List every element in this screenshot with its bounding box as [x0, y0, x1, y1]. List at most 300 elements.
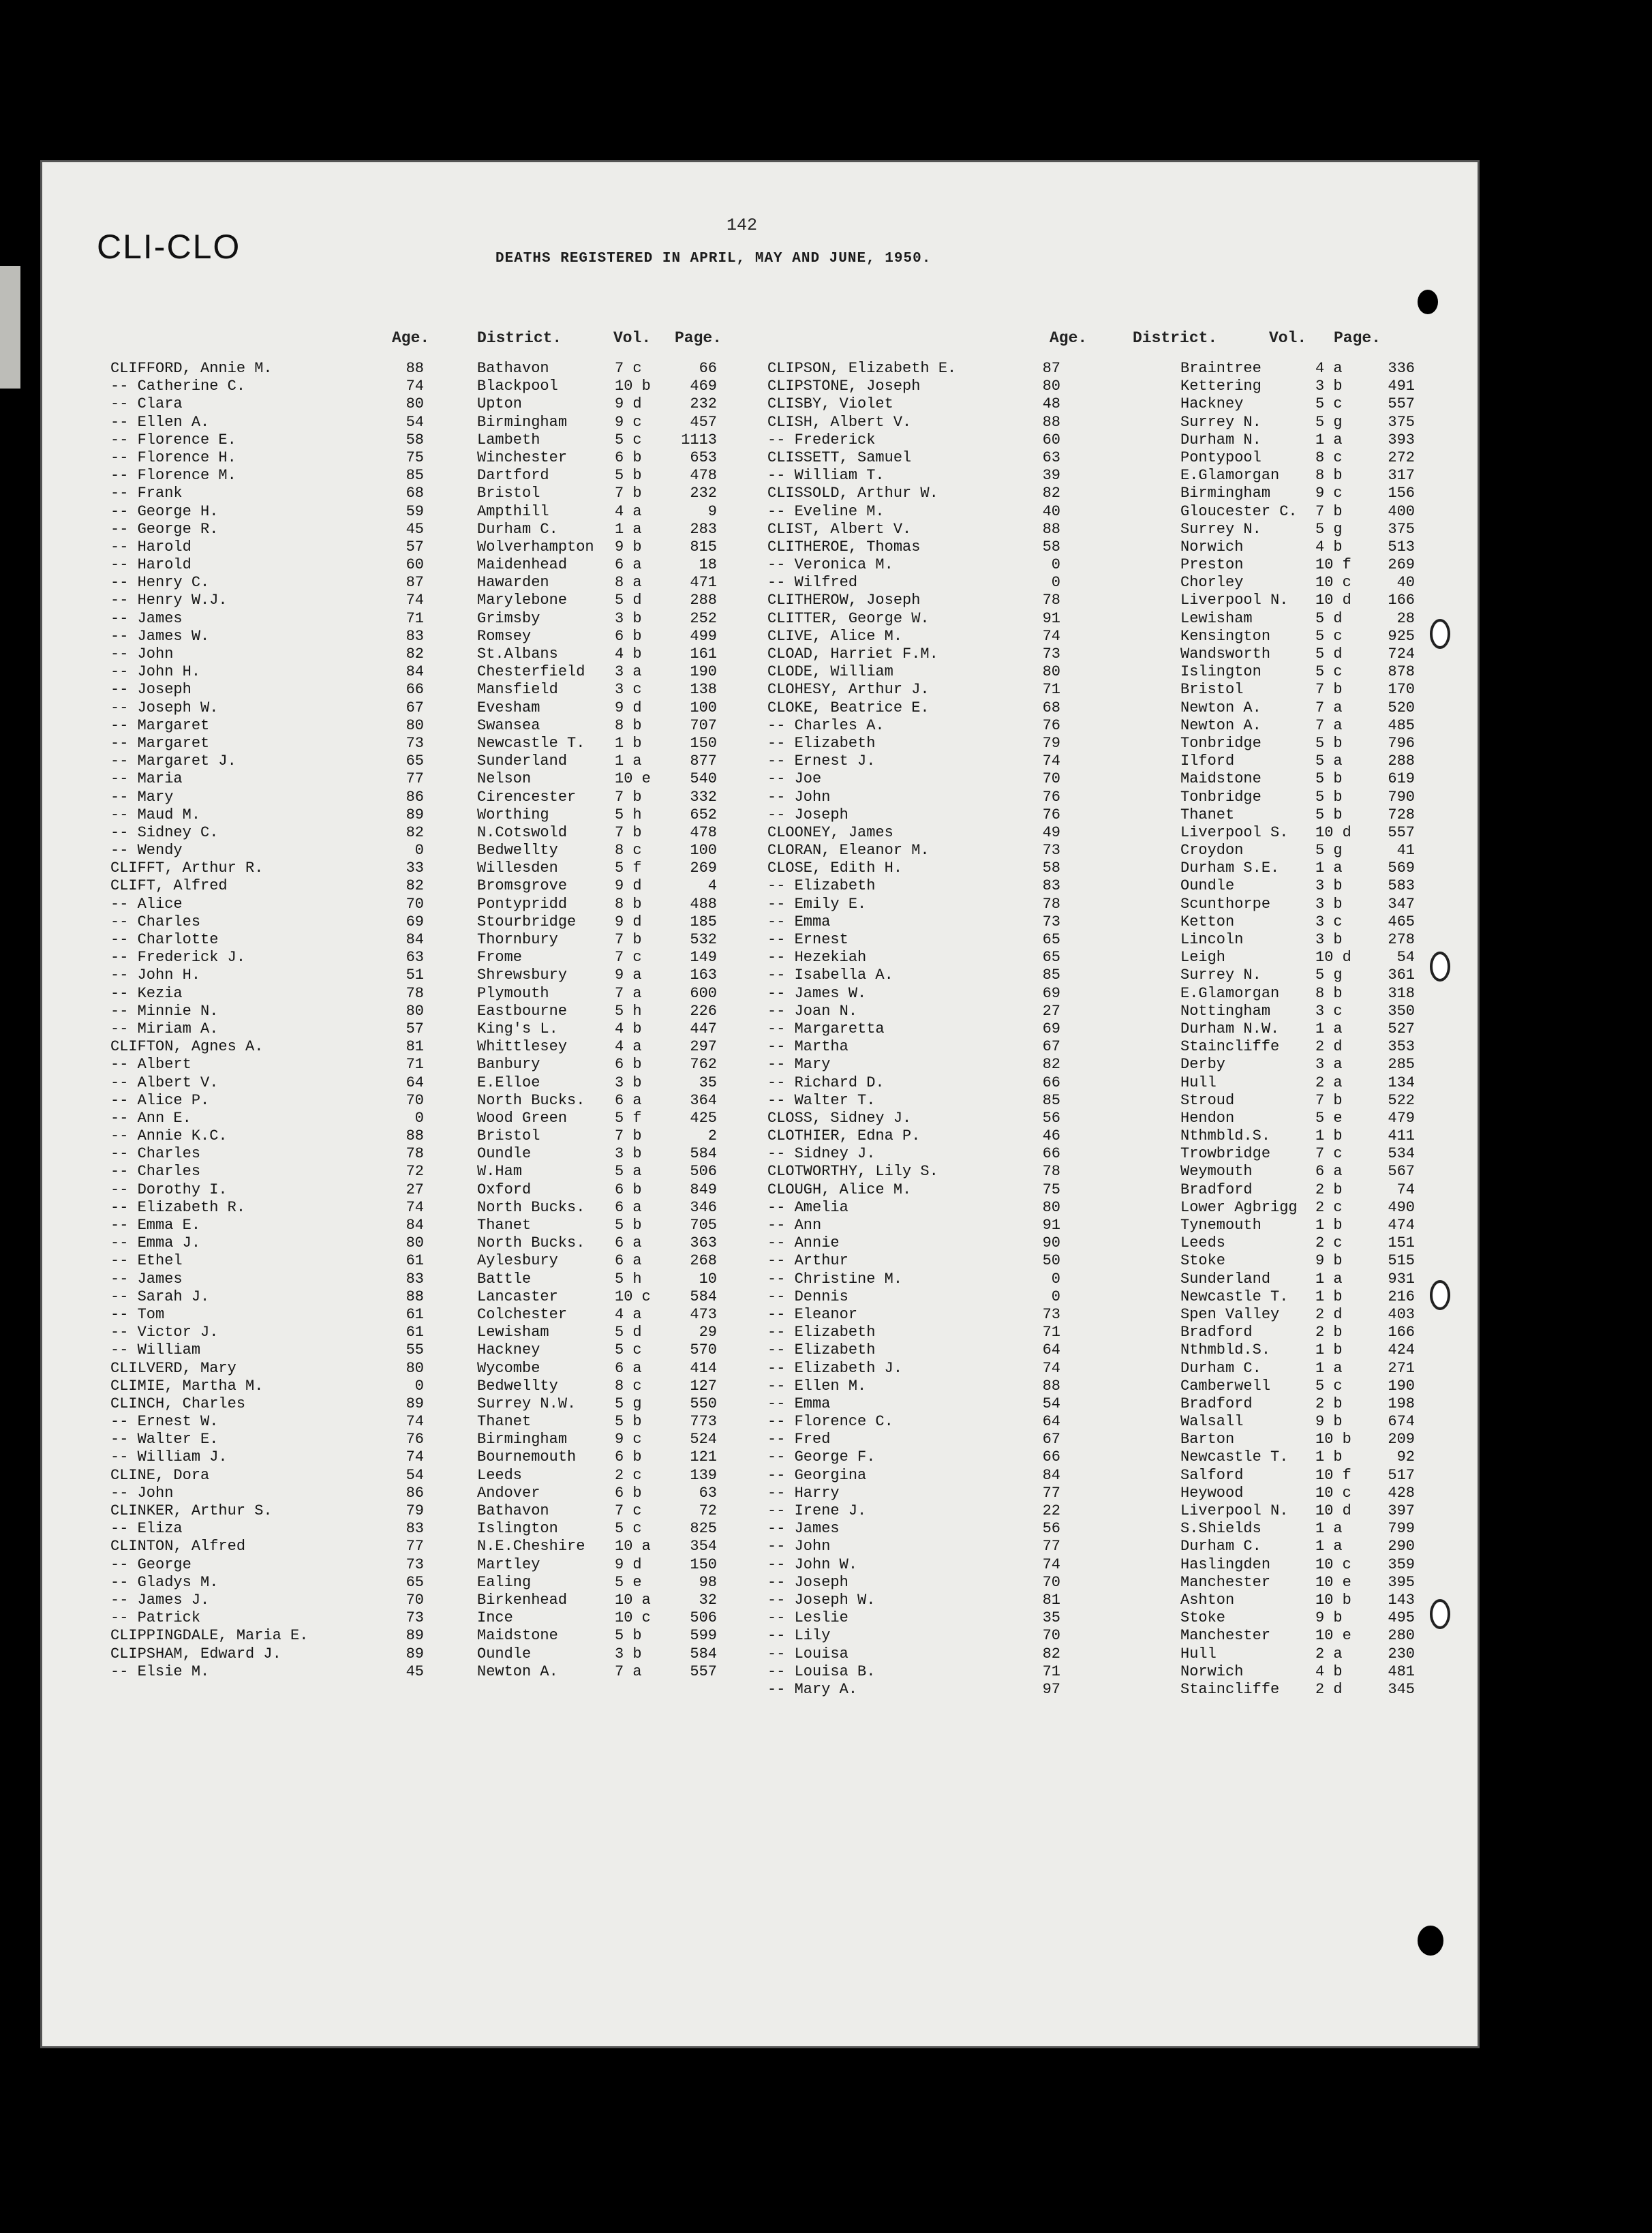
entry-age: 77: [1042, 1484, 1060, 1502]
entry-page: 513: [1388, 538, 1415, 556]
entry-age: 88: [1042, 413, 1060, 431]
entry-page: 332: [690, 788, 717, 806]
right-header-vol: Vol.: [1269, 329, 1307, 347]
page-number: 142: [726, 215, 758, 235]
entry-page: 557: [690, 1662, 717, 1680]
entry-vol: 8 a: [615, 574, 642, 592]
entry-age: 74: [406, 1198, 424, 1216]
entry-age: 76: [406, 1431, 424, 1448]
entry-page: 230: [1388, 1645, 1415, 1662]
entry-district: Mansfield: [477, 681, 558, 699]
entry-vol: 7 a: [615, 1662, 642, 1680]
entry-page: 163: [690, 967, 717, 984]
entry-vol: 5 f: [615, 1109, 642, 1127]
entry-name: -- Veronica M.: [767, 556, 893, 574]
entry-name: -- James W.: [110, 627, 210, 645]
entry-vol: 8 c: [615, 1377, 642, 1395]
entry-vol: 8 c: [1315, 449, 1343, 466]
entry-vol: 8 b: [615, 895, 642, 913]
entry-age: 85: [1042, 967, 1060, 984]
entry-age: 67: [406, 699, 424, 716]
entry-page: 190: [1388, 1377, 1415, 1395]
entry-name: -- Victor J.: [110, 1324, 219, 1341]
entry-age: 74: [1042, 1555, 1060, 1573]
entry-district: King's L.: [477, 1020, 558, 1037]
entry-district: Lower Agbrigg: [1180, 1198, 1298, 1216]
entry-page: 353: [1388, 1038, 1415, 1056]
entry-district: Hawarden: [477, 574, 549, 592]
entry-page: 72: [699, 1502, 717, 1519]
entry-vol: 6 b: [615, 1484, 642, 1502]
entry-vol: 5 c: [1315, 663, 1343, 681]
entry-name: -- John H.: [110, 967, 201, 984]
entry-age: 75: [1042, 1181, 1060, 1198]
entry-page: 707: [690, 716, 717, 734]
entry-age: 82: [1042, 485, 1060, 502]
entry-age: 54: [406, 413, 424, 431]
entry-name: CLIMIE, Martha M.: [110, 1377, 264, 1395]
entry-page: 796: [1388, 734, 1415, 752]
entry-page: 849: [690, 1181, 717, 1198]
entry-district: Surrey N.: [1180, 967, 1261, 984]
entry-age: 61: [406, 1305, 424, 1323]
entry-name: CLORAN, Eleanor M.: [767, 842, 930, 860]
entry-page: 290: [1388, 1538, 1415, 1555]
entry-page: 557: [1388, 823, 1415, 841]
entry-page: 166: [1388, 1324, 1415, 1341]
entry-age: 50: [1042, 1252, 1060, 1270]
entry-vol: 10 b: [1315, 1591, 1351, 1609]
entry-name: CLINE, Dora: [110, 1466, 210, 1484]
entry-district: Wandsworth: [1180, 645, 1271, 663]
entry-district: Lambeth: [477, 431, 540, 449]
entry-page: 318: [1388, 984, 1415, 1002]
entry-vol: 3 b: [1315, 895, 1343, 913]
entry-page: 285: [1388, 1056, 1415, 1074]
entry-district: Ealing: [477, 1573, 532, 1591]
entry-page: 567: [1388, 1163, 1415, 1181]
entry-name: -- George F.: [767, 1448, 876, 1466]
entry-district: Evesham: [477, 699, 540, 716]
entry-page: 481: [1388, 1662, 1415, 1680]
entry-district: Weymouth: [1180, 1163, 1253, 1181]
entry-vol: 8 b: [615, 716, 642, 734]
entry-age: 0: [1051, 1270, 1060, 1288]
entry-name: -- Martha: [767, 1038, 848, 1056]
entry-name: -- George H.: [110, 502, 219, 520]
entry-vol: 1 a: [1315, 1538, 1343, 1555]
entry-vol: 5 c: [1315, 1377, 1343, 1395]
entry-district: Blackpool: [477, 378, 558, 395]
entry-district: Newton A.: [1180, 716, 1261, 734]
entry-age: 73: [406, 1555, 424, 1573]
entry-vol: 9 c: [615, 413, 642, 431]
entry-vol: 5 e: [615, 1573, 642, 1591]
entry-page: 584: [690, 1288, 717, 1305]
entry-name: -- Joseph: [767, 1573, 848, 1591]
entry-page: 600: [690, 984, 717, 1002]
entry-age: 65: [1042, 949, 1060, 967]
entry-age: 79: [1042, 734, 1060, 752]
page-title: DEATHS REGISTERED IN APRIL, MAY AND JUNE, 1950.: [495, 251, 932, 267]
entry-name: -- Christine M.: [767, 1270, 903, 1288]
entry-age: 57: [406, 538, 424, 556]
entry-district: Manchester: [1180, 1627, 1271, 1645]
entry-name: -- Sarah J.: [110, 1288, 210, 1305]
entry-vol: 5 d: [1315, 609, 1343, 627]
entry-vol: 3 c: [1315, 1002, 1343, 1020]
entry-name: -- Ernest J.: [767, 753, 876, 770]
entry-district: Kensington: [1180, 627, 1271, 645]
entry-age: 91: [1042, 1217, 1060, 1234]
entry-vol: 4 b: [615, 645, 642, 663]
entry-age: 0: [414, 1109, 424, 1127]
entry-name: -- John W.: [767, 1555, 858, 1573]
entry-district: Walsall: [1180, 1413, 1244, 1431]
entry-name: CLIST, Albert V.: [767, 520, 912, 538]
entry-vol: 5 e: [1315, 1109, 1343, 1127]
entry-district: Thanet: [477, 1413, 532, 1431]
entry-vol: 7 a: [1315, 699, 1343, 716]
entry-age: 45: [406, 520, 424, 538]
entry-vol: 5 b: [1315, 734, 1343, 752]
entry-age: 27: [1042, 1002, 1060, 1020]
entry-district: Winchester: [477, 449, 568, 466]
entry-page: 364: [690, 1091, 717, 1109]
entry-vol: 2 a: [1315, 1074, 1343, 1091]
entry-age: 86: [406, 1484, 424, 1502]
entry-name: -- Elizabeth J.: [767, 1359, 903, 1377]
entry-vol: 3 b: [1315, 877, 1343, 895]
entry-age: 65: [1042, 931, 1060, 948]
entry-district: Birmingham: [477, 1431, 568, 1448]
entry-name: -- Annie: [767, 1234, 840, 1252]
entry-name: CLIPSON, Elizabeth E.: [767, 360, 957, 377]
left-header-vol: Vol.: [613, 329, 652, 347]
entry-district: W.Ham: [477, 1163, 523, 1181]
entry-vol: 3 a: [1315, 1056, 1343, 1074]
entry-age: 89: [406, 806, 424, 823]
entry-vol: 1 a: [1315, 1020, 1343, 1037]
entry-district: Eastbourne: [477, 1002, 568, 1020]
entry-district: Derby: [1180, 1056, 1226, 1074]
entry-name: -- Frederick J.: [110, 949, 246, 967]
entry-page: 1113: [681, 431, 717, 449]
entry-age: 73: [406, 1609, 424, 1627]
entry-name: CLOTWORTHY, Lily S.: [767, 1163, 938, 1181]
entry-age: 74: [1042, 627, 1060, 645]
entry-name: -- Wilfred: [767, 574, 858, 592]
entry-district: Scunthorpe: [1180, 895, 1271, 913]
entry-name: -- Frederick: [767, 431, 876, 449]
entry-vol: 5 a: [1315, 753, 1343, 770]
entry-page: 226: [690, 1002, 717, 1020]
entry-age: 60: [1042, 431, 1060, 449]
entry-district: Frome: [477, 949, 523, 967]
entry-district: Birkenhead: [477, 1591, 568, 1609]
entry-page: 134: [1388, 1074, 1415, 1091]
entry-page: 479: [1388, 1109, 1415, 1127]
entry-page: 100: [690, 699, 717, 716]
entry-age: 80: [406, 1359, 424, 1377]
entry-age: 82: [1042, 1056, 1060, 1074]
entry-name: -- Albert: [110, 1056, 192, 1074]
entry-vol: 9 d: [615, 395, 642, 413]
entry-page: 375: [1388, 520, 1415, 538]
entry-district: Birmingham: [477, 413, 568, 431]
entry-page: 583: [1388, 877, 1415, 895]
entry-district: Ince: [477, 1609, 513, 1627]
entry-district: Liverpool N.: [1180, 592, 1289, 609]
entry-age: 84: [406, 931, 424, 948]
entry-age: 85: [406, 467, 424, 485]
entry-district: Sunderland: [1180, 1270, 1271, 1288]
entry-name: -- Sidney C.: [110, 823, 219, 841]
entry-page: 400: [1388, 502, 1415, 520]
entry-age: 64: [1042, 1413, 1060, 1431]
entry-name: -- Alice: [110, 895, 183, 913]
entry-district: Plymouth: [477, 984, 549, 1002]
entry-district: Braintree: [1180, 360, 1261, 377]
entry-age: 76: [1042, 806, 1060, 823]
entry-age: 73: [1042, 1305, 1060, 1323]
entry-page: 762: [690, 1056, 717, 1074]
entry-vol: 5 c: [615, 1341, 642, 1359]
entry-vol: 7 c: [615, 360, 642, 377]
entry-district: Durham N.W.: [1180, 1020, 1280, 1037]
entry-district: E.Glamorgan: [1180, 984, 1280, 1002]
entry-district: Stoke: [1180, 1609, 1226, 1627]
entry-district: Lewisham: [477, 1324, 549, 1341]
entry-vol: 10 f: [1315, 1466, 1351, 1484]
entry-page: 724: [1388, 645, 1415, 663]
entry-age: 78: [406, 1145, 424, 1163]
entry-vol: 10 f: [1315, 556, 1351, 574]
entry-vol: 9 b: [1315, 1413, 1343, 1431]
entry-age: 79: [406, 1502, 424, 1519]
entry-name: CLISSOLD, Arthur W.: [767, 485, 938, 502]
entry-vol: 10 e: [1315, 1573, 1351, 1591]
entry-age: 72: [406, 1163, 424, 1181]
entry-age: 0: [414, 842, 424, 860]
entry-vol: 3 b: [615, 609, 642, 627]
entry-page: 288: [690, 592, 717, 609]
entry-vol: 5 g: [1315, 520, 1343, 538]
entry-name: CLITHEROW, Joseph: [767, 592, 921, 609]
entry-vol: 5 d: [1315, 645, 1343, 663]
entry-page: 790: [1388, 788, 1415, 806]
entry-age: 63: [1042, 449, 1060, 466]
entry-name: -- Ernest W.: [110, 1413, 219, 1431]
entry-name: -- Richard D.: [767, 1074, 885, 1091]
entry-age: 78: [1042, 592, 1060, 609]
entry-name: -- Clara: [110, 395, 183, 413]
entry-district: Banbury: [477, 1056, 540, 1074]
entry-vol: 1 a: [615, 520, 642, 538]
entry-page: 428: [1388, 1484, 1415, 1502]
entry-vol: 10 d: [1315, 949, 1351, 967]
entry-page: 520: [1388, 699, 1415, 716]
entry-vol: 2 d: [1315, 1680, 1343, 1698]
entry-page: 98: [699, 1573, 717, 1591]
entry-age: 68: [406, 485, 424, 502]
right-header-district: District.: [1133, 329, 1218, 347]
entry-page: 283: [690, 520, 717, 538]
entry-vol: 5 b: [615, 1627, 642, 1645]
entry-age: 0: [1051, 556, 1060, 574]
entry-page: 506: [690, 1163, 717, 1181]
entry-name: CLOUGH, Alice M.: [767, 1181, 912, 1198]
entry-vol: 7 b: [615, 931, 642, 948]
entry-age: 84: [1042, 1466, 1060, 1484]
entry-district: Newcastle T.: [1180, 1448, 1289, 1466]
entry-vol: 2 b: [1315, 1181, 1343, 1198]
entry-page: 150: [690, 734, 717, 752]
entry-age: 77: [406, 770, 424, 788]
entry-vol: 9 b: [615, 538, 642, 556]
entry-vol: 10 e: [1315, 1627, 1351, 1645]
entry-district: Hull: [1180, 1074, 1217, 1091]
entry-name: CLILVERD, Mary: [110, 1359, 236, 1377]
entry-vol: 10 a: [615, 1538, 651, 1555]
entry-name: -- Patrick: [110, 1609, 201, 1627]
entry-name: -- Charles: [110, 1163, 201, 1181]
entry-page: 232: [690, 485, 717, 502]
entry-name: CLITHEROE, Thomas: [767, 538, 921, 556]
entry-name: -- Louisa: [767, 1645, 848, 1662]
entry-age: 70: [406, 1591, 424, 1609]
entry-age: 48: [1042, 395, 1060, 413]
entry-vol: 10 b: [615, 378, 651, 395]
entry-vol: 7 b: [615, 788, 642, 806]
entry-district: Newcastle T.: [1180, 1288, 1289, 1305]
entry-age: 49: [1042, 823, 1060, 841]
entry-vol: 10 c: [615, 1609, 651, 1627]
entry-page: 232: [690, 395, 717, 413]
entry-age: 74: [1042, 1359, 1060, 1377]
entry-district: Martley: [477, 1555, 540, 1573]
entry-page: 143: [1388, 1591, 1415, 1609]
entry-page: 363: [690, 1234, 717, 1252]
entry-name: -- Margaretta: [767, 1020, 885, 1037]
entry-district: Bradford: [1180, 1181, 1253, 1198]
entry-name: -- William T.: [767, 467, 885, 485]
entry-name: CLOONEY, James: [767, 823, 893, 841]
entry-page: 354: [690, 1538, 717, 1555]
entry-name: -- John: [110, 645, 174, 663]
entry-page: 653: [690, 449, 717, 466]
entry-page: 495: [1388, 1609, 1415, 1627]
entry-district: Croydon: [1180, 842, 1244, 860]
entry-district: Trowbridge: [1180, 1145, 1271, 1163]
entry-vol: 2 c: [1315, 1234, 1343, 1252]
entry-age: 77: [1042, 1538, 1060, 1555]
entry-district: Upton: [477, 395, 523, 413]
entry-page: 534: [1388, 1145, 1415, 1163]
entry-district: Battle: [477, 1270, 532, 1288]
entry-name: -- Margaret: [110, 734, 210, 752]
entry-page: 931: [1388, 1270, 1415, 1288]
entry-vol: 5 g: [1315, 413, 1343, 431]
entry-name: -- Leslie: [767, 1609, 848, 1627]
entry-age: 70: [406, 1091, 424, 1109]
entry-vol: 3 b: [1315, 378, 1343, 395]
entry-name: CLINTON, Alfred: [110, 1538, 246, 1555]
entry-district: Bathavon: [477, 1502, 549, 1519]
entry-name: -- George R.: [110, 520, 219, 538]
entry-name: -- Charles: [110, 913, 201, 930]
entry-page: 499: [690, 627, 717, 645]
entry-page: 92: [1396, 1448, 1415, 1466]
entry-vol: 6 b: [615, 1056, 642, 1074]
entry-page: 393: [1388, 431, 1415, 449]
binder-tab: [0, 266, 20, 389]
entry-age: 86: [406, 788, 424, 806]
entry-name: -- William J.: [110, 1448, 228, 1466]
entry-vol: 3 b: [1315, 931, 1343, 948]
entry-name: -- Gladys M.: [110, 1573, 219, 1591]
entry-district: Durham C.: [1180, 1359, 1261, 1377]
left-header-age: Age.: [392, 329, 430, 347]
entry-district: Norwich: [1180, 1662, 1244, 1680]
entry-page: 32: [699, 1591, 717, 1609]
entry-vol: 5 c: [1315, 627, 1343, 645]
entry-district: Wycombe: [477, 1359, 540, 1377]
entry-district: Hackney: [1180, 395, 1244, 413]
entry-district: Willesden: [477, 860, 558, 877]
entry-page: 877: [690, 753, 717, 770]
entry-name: -- Margaret J.: [110, 753, 236, 770]
entry-age: 0: [1051, 1288, 1060, 1305]
entry-name: CLINKER, Arthur S.: [110, 1502, 273, 1519]
entry-name: -- Eliza: [110, 1520, 183, 1538]
entry-vol: 6 b: [615, 449, 642, 466]
entry-age: 77: [406, 1538, 424, 1555]
entry-page: 490: [1388, 1198, 1415, 1216]
entry-age: 97: [1042, 1680, 1060, 1698]
entry-age: 74: [406, 378, 424, 395]
entry-vol: 9 a: [615, 967, 642, 984]
entry-page: 599: [690, 1627, 717, 1645]
entry-page: 478: [690, 823, 717, 841]
entry-page: 925: [1388, 627, 1415, 645]
entry-age: 88: [1042, 520, 1060, 538]
entry-age: 88: [406, 360, 424, 377]
entry-vol: 1 b: [1315, 1341, 1343, 1359]
entry-vol: 5 h: [615, 1002, 642, 1020]
right-header-page: Page.: [1334, 329, 1381, 347]
entry-age: 61: [406, 1324, 424, 1341]
entry-age: 54: [1042, 1395, 1060, 1412]
entry-district: Leeds: [477, 1466, 523, 1484]
entry-district: Maidstone: [1180, 770, 1261, 788]
entry-age: 70: [406, 895, 424, 913]
entry-page: 35: [699, 1074, 717, 1091]
entry-age: 88: [406, 1127, 424, 1145]
entry-age: 58: [1042, 538, 1060, 556]
entry-age: 39: [1042, 467, 1060, 485]
entry-name: -- Hezekiah: [767, 949, 867, 967]
entry-name: CLISH, Albert V.: [767, 413, 912, 431]
punch-hole: [1430, 1599, 1450, 1629]
entry-district: Thanet: [477, 1217, 532, 1234]
entry-district: Aylesbury: [477, 1252, 558, 1270]
entry-age: 80: [406, 395, 424, 413]
entry-age: 66: [1042, 1448, 1060, 1466]
entry-age: 35: [1042, 1609, 1060, 1627]
entry-vol: 7 b: [615, 1127, 642, 1145]
entry-page: 280: [1388, 1627, 1415, 1645]
